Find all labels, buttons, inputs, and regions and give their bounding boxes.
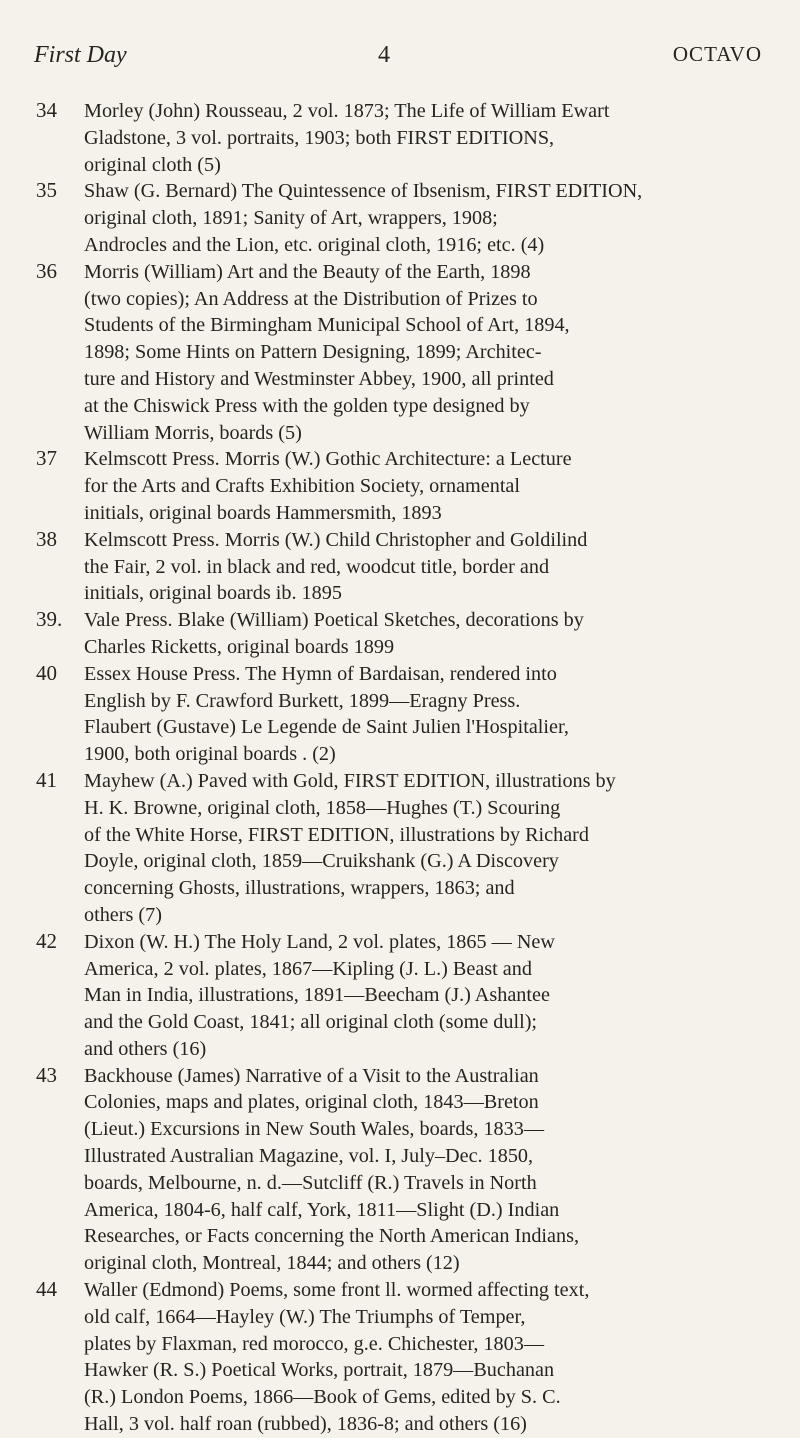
- lot-line: ture and History and Westminster Abbey, 1900, all printed: [84, 367, 554, 390]
- lot-description: [84, 1063, 768, 1277]
- lot-line: H. K. Browne, original cloth, 1858—Hughes (T.) Scouring: [84, 796, 561, 819]
- lot-line: Morris (William) Art and the Beauty of the Earth, 1898: [84, 260, 531, 283]
- page-header: [34, 42, 762, 72]
- lot-line: Waller (Edmond) Poems, some front ll. wormed affecting text,: [84, 1279, 590, 1302]
- lot-description: [84, 768, 768, 929]
- lot-number: 40: [36, 660, 57, 685]
- lot-line: 1900, both original boards . (2): [84, 743, 336, 766]
- lot-entry: [36, 527, 768, 607]
- lot-description: [84, 259, 768, 447]
- lot-number: 39.: [36, 607, 63, 632]
- header-section: OCTAVO: [672, 42, 762, 66]
- lot-entry: [36, 178, 768, 258]
- lot-number: 44: [36, 1277, 57, 1302]
- lot-number: 41: [36, 767, 57, 792]
- lot-line: (two copies); An Address at the Distribution of Prizes to: [84, 287, 538, 310]
- lot-line: for the Arts and Crafts Exhibition Society, ornamental: [84, 475, 520, 498]
- lot-line: Hawker (R. S.) Poetical Works, portrait, 1879—Buchanan: [84, 1359, 555, 1382]
- lot-line: Hall, 3 vol. half roan (rubbed), 1836-8; and others (16): [84, 1413, 527, 1436]
- lot-line: 1898; Some Hints on Pattern Designing, 1899; Architec-: [84, 341, 542, 364]
- lot-entry: [36, 98, 768, 178]
- lot-description: [84, 178, 768, 258]
- lot-description: [84, 446, 768, 526]
- lot-description: [84, 98, 768, 178]
- lot-line: and the Gold Coast, 1841; all original cloth (some dull);: [84, 1011, 538, 1034]
- lot-number: 36: [36, 258, 57, 283]
- lot-line: Backhouse (James) Narrative of a Visit to the Australian: [84, 1064, 539, 1087]
- lot-description: [84, 527, 768, 607]
- lot-line: original cloth (5): [84, 153, 221, 176]
- lot-entry: [36, 446, 768, 526]
- lot-line: concerning Ghosts, illustrations, wrappers, 1863; and: [84, 877, 515, 900]
- lot-line: Kelmscott Press. Morris (W.) Gothic Architecture: a Lecture: [84, 448, 572, 471]
- lot-line: Colonies, maps and plates, original cloth, 1843—Breton: [84, 1091, 539, 1114]
- lot-line: original cloth, Montreal, 1844; and others (12): [84, 1252, 460, 1275]
- lot-line: (Lieut.) Excursions in New South Wales, boards, 1833—: [84, 1118, 545, 1141]
- lot-line: Illustrated Australian Magazine, vol. I, July–Dec. 1850,: [84, 1145, 534, 1168]
- lot-line: initials, original boards ib. 1895: [84, 582, 342, 605]
- lot-line: English by F. Crawford Burkett, 1899—Eragny Press.: [84, 689, 521, 712]
- lot-description: [84, 661, 768, 768]
- lot-entry: [36, 661, 768, 768]
- lot-line: Gladstone, 3 vol. portraits, 1903; both FIRST EDITIONS,: [84, 126, 555, 149]
- lot-line: Charles Ricketts, original boards 1899: [84, 635, 395, 658]
- lot-entry: [36, 1063, 768, 1277]
- lot-description: [84, 1277, 768, 1438]
- lot-entry: [36, 607, 768, 661]
- lot-line: Mayhew (A.) Paved with Gold, FIRST EDITION, illustrations by: [84, 769, 616, 792]
- lot-line: Essex House Press. The Hymn of Bardaisan, rendered into: [84, 662, 557, 685]
- header-page-number: 4: [378, 42, 390, 68]
- lot-number: 38: [36, 526, 57, 551]
- lot-line: Researches, or Facts concerning the North American Indians,: [84, 1225, 579, 1248]
- lot-number: 34: [36, 98, 57, 122]
- lot-number: 37: [36, 446, 57, 471]
- lot-line: Vale Press. Blake (William) Poetical Sketches, decorations by: [84, 609, 584, 632]
- lot-line: old calf, 1664—Hayley (W.) The Triumphs of Temper,: [84, 1305, 526, 1328]
- lot-entry: [36, 1277, 768, 1438]
- lot-line: Shaw (G. Bernard) The Quintessence of Ibsenism, FIRST EDITION,: [84, 180, 643, 203]
- lot-line: Students of the Birmingham Municipal School of Art, 1894,: [84, 314, 570, 337]
- lot-line: Kelmscott Press. Morris (W.) Child Christopher and Goldilind: [84, 528, 588, 551]
- header-day: First Day: [34, 42, 127, 68]
- lot-line: boards, Melbourne, n. d.—Sutcliff (R.) Travels in North: [84, 1171, 537, 1194]
- lot-number: 35: [36, 178, 57, 203]
- lot-line: initials, original boards Hammersmith, 1893: [84, 501, 442, 524]
- lot-line: William Morris, boards (5): [84, 421, 302, 444]
- lot-description: [84, 607, 768, 661]
- lot-line: plates by Flaxman, red morocco, g.e. Chichester, 1803—: [84, 1332, 545, 1355]
- lot-line: Dixon (W. H.) The Holy Land, 2 vol. plates, 1865 — New: [84, 930, 555, 953]
- lot-line: the Fair, 2 vol. in black and red, woodcut title, border and: [84, 555, 550, 578]
- lot-line: America, 2 vol. plates, 1867—Kipling (J. L.) Beast and: [84, 957, 532, 980]
- lot-list: [36, 98, 768, 1438]
- lot-entry: [36, 929, 768, 1063]
- lot-line: Flaubert (Gustave) Le Legende de Saint Julien l'Hospitalier,: [84, 716, 569, 739]
- lot-line: of the White Horse, FIRST EDITION, illustrations by Richard: [84, 823, 589, 846]
- lot-number: 43: [36, 1062, 57, 1087]
- lot-line: at the Chiswick Press with the golden type designed by: [84, 394, 530, 417]
- lot-line: and others (16): [84, 1037, 207, 1060]
- lot-line: Androcles and the Lion, etc. original cloth, 1916; etc. (4): [84, 233, 545, 256]
- lot-line: Man in India, illustrations, 1891—Beecham (J.) Ashantee: [84, 984, 550, 1007]
- lot-line: America, 1804-6, half calf, York, 1811—Slight (D.) Indian: [84, 1198, 560, 1221]
- lot-line: Doyle, original cloth, 1859—Cruikshank (G.) A Discovery: [84, 850, 559, 873]
- lot-entry: [36, 768, 768, 929]
- lot-entry: [36, 259, 768, 447]
- lot-description: [84, 929, 768, 1063]
- lot-line: Morley (John) Rousseau, 2 vol. 1873; The Life of William Ewart: [84, 100, 610, 122]
- lot-number: 42: [36, 928, 57, 953]
- lot-line: (R.) London Poems, 1866—Book of Gems, edited by S. C.: [84, 1386, 561, 1409]
- lot-line: original cloth, 1891; Sanity of Art, wrappers, 1908;: [84, 207, 498, 230]
- lot-line: others (7): [84, 903, 162, 926]
